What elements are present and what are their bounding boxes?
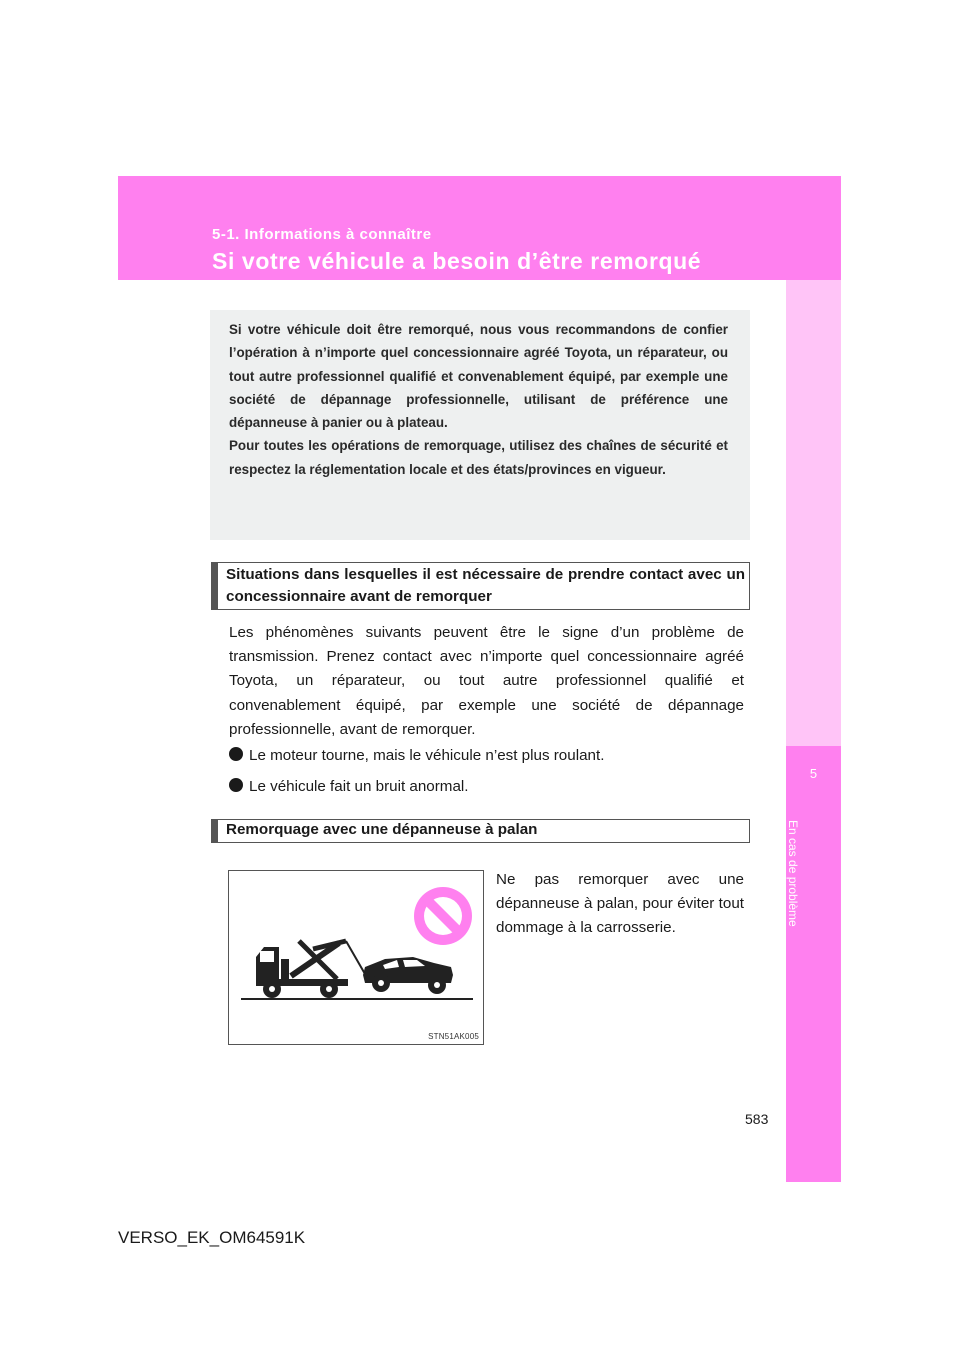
intro-paragraph-1: Si votre véhicule doit être remorqué, nous vous recommandons de confier l’opération à n’importe quel concessionnaire agréé Toyota, un réparateur, ou tout autre professionnel qualifié et convenablement équipé, par exemple une société de dépannage professionnelle, utilisant de préférence une dépanneuse à panier ou à plateau. <box>229 322 728 431</box>
tow-truck-illustration <box>228 870 484 1045</box>
list-item-text: Le véhicule fait un bruit anormal. <box>249 778 469 795</box>
page-number: 583 <box>745 1111 769 1127</box>
intro-box <box>210 310 750 540</box>
list-item-text: Le moteur tourne, mais le véhicule n’est plus roulant. <box>249 747 605 764</box>
figure-code: STN51AK005 <box>428 1032 479 1041</box>
intro-paragraph-2: Pour toutes les opérations de remorquage, utilisez des chaînes de sécurité et respectez la réglementation locale et des états/provinces en vigueur. <box>229 438 728 477</box>
section-body-situations: Les phénomènes suivants peuvent être le signe d’un problème de transmission. Prenez contact avec n’importe quel concessionnaire agréé Toyota, un réparateur, ou tout autre professionnel qualifié et convenablement équipé, par exemple une société de dépannage professionnelle, avant de remorquer. <box>229 624 744 738</box>
chapter-number: 5 <box>809 766 818 781</box>
list-item <box>229 744 744 768</box>
section-label: 5-1. Informations à connaître <box>212 226 432 243</box>
side-tab-active-chapter[interactable] <box>786 746 841 1182</box>
tow-truck-prohibited-icon <box>229 871 483 1044</box>
section-heading-tow-truck: Remorquage avec une dépanneuse à palan <box>211 819 750 843</box>
document-code: VERSO_EK_OM64591K <box>118 1228 306 1247</box>
section-heading-situations: Situations dans lesquelles il est nécessaire de prendre contact avec un concessionnaire avant de remorquer <box>211 562 750 610</box>
bullet-icon <box>229 747 243 761</box>
list-item <box>229 775 744 799</box>
page-title: Si votre véhicule a besoin d’être remorqué <box>212 248 702 274</box>
chapter-name: En cas de problème <box>786 820 800 927</box>
section-body-tow-truck: Ne pas remorquer avec une dépanneuse à palan, pour éviter tout dommage à la carrosserie. <box>496 871 744 937</box>
bullet-icon <box>229 778 243 792</box>
